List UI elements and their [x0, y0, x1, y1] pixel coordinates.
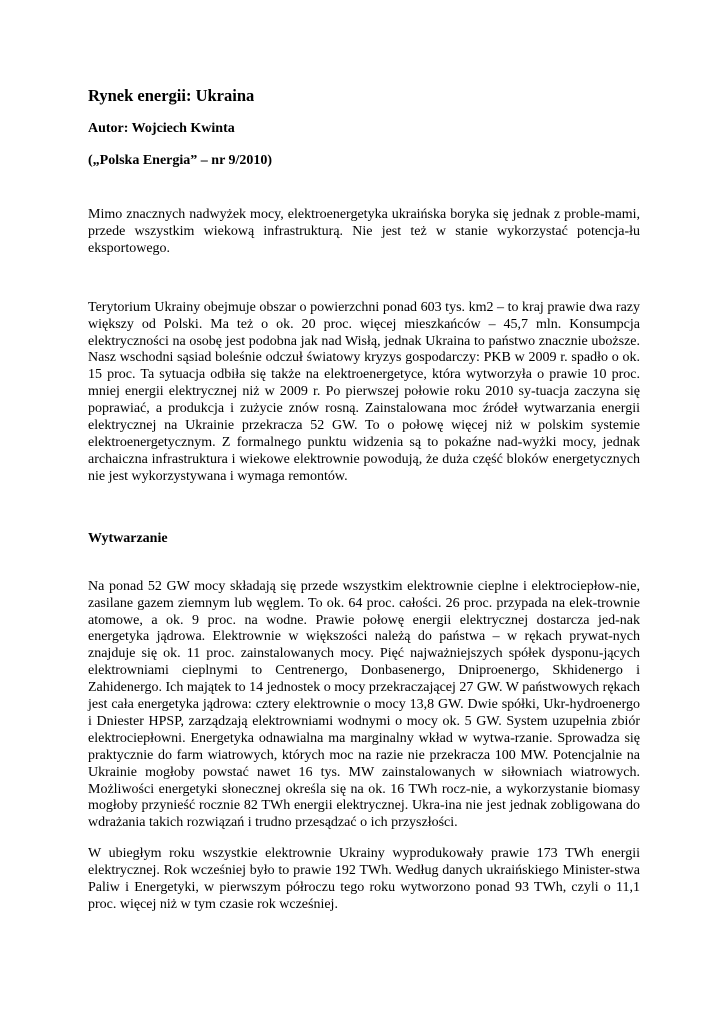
article-lead: Mimo znacznych nadwyżek mocy, elektroenergetyka ukraińska boryka się jednak z proble-mami, przede wszystkim wiekową infrastrukturą. Nie jest też w stanie wykorzystać potencja-łu eksportowego. [88, 207, 640, 256]
paragraph-capacity: Na ponad 52 GW mocy składają się przede wszystkim elektrownie cieplne i elektrociepłow-nie, zasilane gazem ziemnym lub węglem. To ok. 64 proc. całości. 26 proc. przypada na elek-trownie atomowe, a ok. 9 proc. na wodne. Prawie połowę energii elektrycznej dostarcza jed-nak energetyka jądrowa. Elektrownie w większości należą do państwa – w rękach prywat-nych znajduje się ok. 11 proc. zainstalowanych mocy. Pięć najważniejszych spółek dysponu-jących elektrowniami cieplnymi to Centrenergo, Donbasenergo, Dniproenergo, Skhidenergo i Zahidenergo. Ich majątek to 14 jednostek o mocy przekraczającej 27 GW. W państwowych rękach jest cała energetyka jądrowa: cztery elektrownie o mocy 13,8 GW. Dwie spółki, Ukr-hydroenergo i Dniester HPSP, zarządzają elektrowniami wodnymi o mocy ok. 5 GW. System uzupełnia zbiór elektrociepłowni. Energetyka odnawialna ma marginalny wkład w wytwa-rzanie. Sprowadza się praktycznie do farm wiatrowych, których moc na razie nie przekracza 100 MW. Potencjalnie na Ukrainie mogłoby powstać nawet 16 tys. MW zainstalowanych w siłowniach wiatrowych. Możliwości energetyki słonecznej określa się na ok. 16 TWh rocz-nie, a wykorzystanie biomasy mogłoby przynieść rocznie 82 TWh energii elektrycznej. Ukra-ina nie jest jednak zobligowana do wdrażania takich rozwiązań i trudno przesądzać o ich przyszłości. [88, 578, 640, 831]
article-source: („Polska Energia” – nr 9/2010) [88, 153, 273, 168]
article-title: Rynek energii: Ukraina [88, 86, 255, 105]
paragraph-territory: Terytorium Ukrainy obejmuje obszar o powierzchni ponad 603 tys. km2 – to kraj prawie dwa razy większy od Polski. Ma też o ok. 20 proc. więcej mieszkańców – 45,7 mln. Konsumpcja elektryczności na osobę jest podobna jak nad Wisłą, jednak Ukraina to państwo znacznie uboższe. Nasz wschodni sąsiad boleśnie odczuł światowy kryzys gospodarczy: PKB w 2009 r. spadło o ok. 15 proc. Ta sytuacja odbiła się także na elektroenergetyce, która wytworzyła o prawie 10 proc. mniej energii elektrycznej niż w 2009 r. Po pierwszej połowie roku 2010 sy-tuacja zaczyna się poprawiać, a produkcja i zużycie znów rosną. Zainstalowana moc źródeł wytwarzania energii elektrycznej na Ukrainie przekracza 52 GW. To o połowę więcej niż w polskim systemie elektroenergetycznym. Z formalnego punktu widzenia są to pokaźne nad-wyżki mocy, jednak archaiczna infrastruktura i wiekowe elektrownie powodują, że duża część bloków energetycznych nie jest wykorzystywana i wymaga remontów. [88, 299, 640, 484]
paragraph-production: W ubiegłym roku wszystkie elektrownie Ukrainy wyprodukowały prawie 173 TWh energii elektrycznej. Rok wcześniej było to prawie 192 TWh. Według danych ukraińskiego Minister-stwa Paliw i Energetyki, w pierwszym półroczu tego roku wytworzono ponad 93 TWh, czyli o 11,1 proc. więcej niż w tym czasie rok wcześniej. [88, 846, 640, 912]
section-heading-generation: Wytwarzanie [88, 530, 168, 546]
article-author: Autor: Wojciech Kwinta [88, 121, 235, 136]
document-page [88, 86, 640, 914]
